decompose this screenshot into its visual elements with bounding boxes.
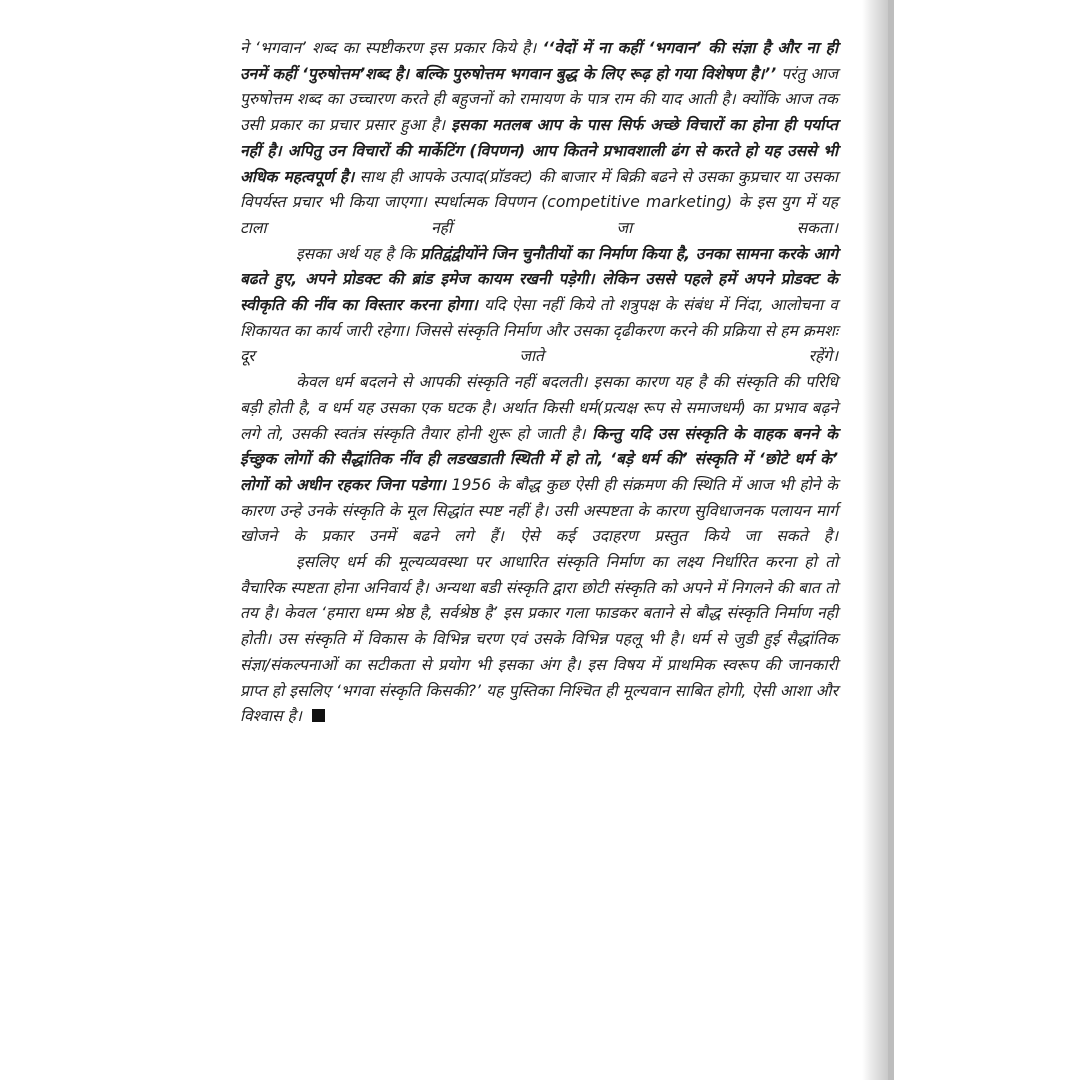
- paragraph-emphasis: ‘‘वेदों में ना कहीं ‘भगवान’ की संज्ञा है और ना ही उनमें कहीं ‘पुरुषोत्तम’शब्द है। बल्कि पुरुषोत्तम भगवान बुद्ध के लिए रूढ़ हो गया विशेषण है।’’: [240, 39, 838, 83]
- paragraph-text: ने ‘भगवान’ शब्द का स्पष्टीकरण इस प्रकार किये है।: [240, 39, 543, 57]
- page-edge-shadow: [862, 0, 888, 1080]
- paragraph-3: [240, 370, 838, 550]
- end-of-text-square-icon: [312, 709, 325, 722]
- paragraph-text: साथ ही आपके उत्पाद(प्रॉडक्ट) की बाजार में बिक्री बढने से उसका कुप्रचार या उसका विपर्यस्त प्रचार भी किया जाएगा। स्पर्धात्मक विपणन (competitive marketing) के इस युग में यह टाला नहीं जा सकता।: [240, 167, 838, 237]
- paragraph-text: इसका अर्थ यह है कि: [296, 244, 421, 263]
- paragraph-text: परंतु आज पुरुषोत्तम शब्द का उच्चारण करते ही बहुजनों को रामायण के पात्र राम की याद आती है। क्योंकि आज तक उसी प्रकार का प्रचार प्रसार हुआ है।: [240, 64, 838, 135]
- paragraph-text: 1956 के बौद्ध कुछ ऐसी ही संक्रमण की स्थिति में आज भी होने के कारण उन्हे उनके संस्कृति के मूल सिद्धांत स्पष्ट नहीं है। उसी अस्पष्टता के कारण सुविधाजनक पलायन मार्ग खोजने के प्रकार उनमें बढने लगे हैं। ऐसे कई उदाहरण प्रस्तुत किये जा सकते है।: [240, 475, 838, 546]
- paragraph-emphasis: इसका मतलब आप के पास सिर्फ अच्छे विचारों का होना ही पर्याप्त नहीं है। अपितु उन विचारों की मार्केटिंग (विपणन) आप कितने प्रभावशाली ढंग से करते हो यह उससे भी अधिक महत्वपूर्ण है।: [240, 116, 838, 186]
- paragraph-text: इसलिए धर्म की मूल्यव्यवस्था पर आधारित संस्कृति निर्माण का लक्ष्य निर्धारित करना हो तो वैचारिक स्पष्टता होना अनिवार्य है। अन्यथा बडी संस्कृति द्वारा छोटी संस्कृति को अपने में निगलने की बात तो तय है। केवल ‘हमारा धम्म श्रेष्ठ है, सर्वश्रेष्ठ है’ इस प्रकार गला फाडकर बताने से बौद्ध संस्कृति निर्माण नही होती। उस संस्कृति में विकास के विभिन्न चरण एवं उसके विभिन्न पहलू भी है। धर्म से जुडी हुई सैद्धांतिक संज्ञा/संकल्पनाओं का सटीकता से प्रयोग भी इसका अंग है। इस विषय में प्राथमिक स्वरूप की जानकारी प्राप्त हो इसलिए ‘भगवा संस्कृति किसकी?’ यह पुस्तिका निश्चित ही मूल्यवान साबित होगी, ऐसी आशा और विश्वास है।: [240, 553, 838, 726]
- paragraph-emphasis: प्रतिद्वंद्वीयोंने जिन चुनौतीयों का निर्माण किया है, उनका सामना करके आगे बढते हुए, अपने प्रोडक्ट की ब्रांड इमेज कायम रखनी पड़ेगी। लेकिन उससे पहले हमें अपने प्रोडक्ट के स्वीकृति की नींव का विस्तार करना होगा।: [240, 244, 838, 315]
- paragraph-4: [240, 550, 838, 730]
- book-page-text: [240, 36, 838, 730]
- paragraph-text: केवल धर्म बदलने से आपकी संस्कृति नहीं बदलती। इसका कारण यह है की संस्कृति की परिधि बड़ी होती है, व धर्म यह उसका एक घटक है। अर्थात किसी धर्म(प्रत्यक्ष रूप से समाजधर्म) का प्रभाव बढ़ने लगे तो, उसकी स्वतंत्र संस्कृति तैयार होनी शुरू हो जाती है।: [240, 373, 838, 443]
- scan-background: [894, 0, 1080, 1080]
- paragraph-2: [240, 242, 838, 371]
- paragraph-1: [240, 36, 838, 242]
- paragraph-text: यदि ऐसा नहीं किये तो शत्रुपक्ष के संबंध में निंदा, आलोचना व शिकायत का कार्य जारी रहेगा। जिससे संस्कृति निर्माण और उसका दृढीकरण करने की प्रक्रिया से हम क्रमशः दूर जाते रहेंगे।: [240, 296, 838, 366]
- paragraph-emphasis: किन्तु यदि उस संस्कृति के वाहक बनने के ईच्छुक लोगों की सैद्धांतिक नींव ही लडखडाती स्थिती में हो तो, ‘बड़े धर्म की’ संस्कृति में ‘छोटे धर्म के’ लोगों को अधीन रहकर जिना पडेगा।: [240, 424, 838, 494]
